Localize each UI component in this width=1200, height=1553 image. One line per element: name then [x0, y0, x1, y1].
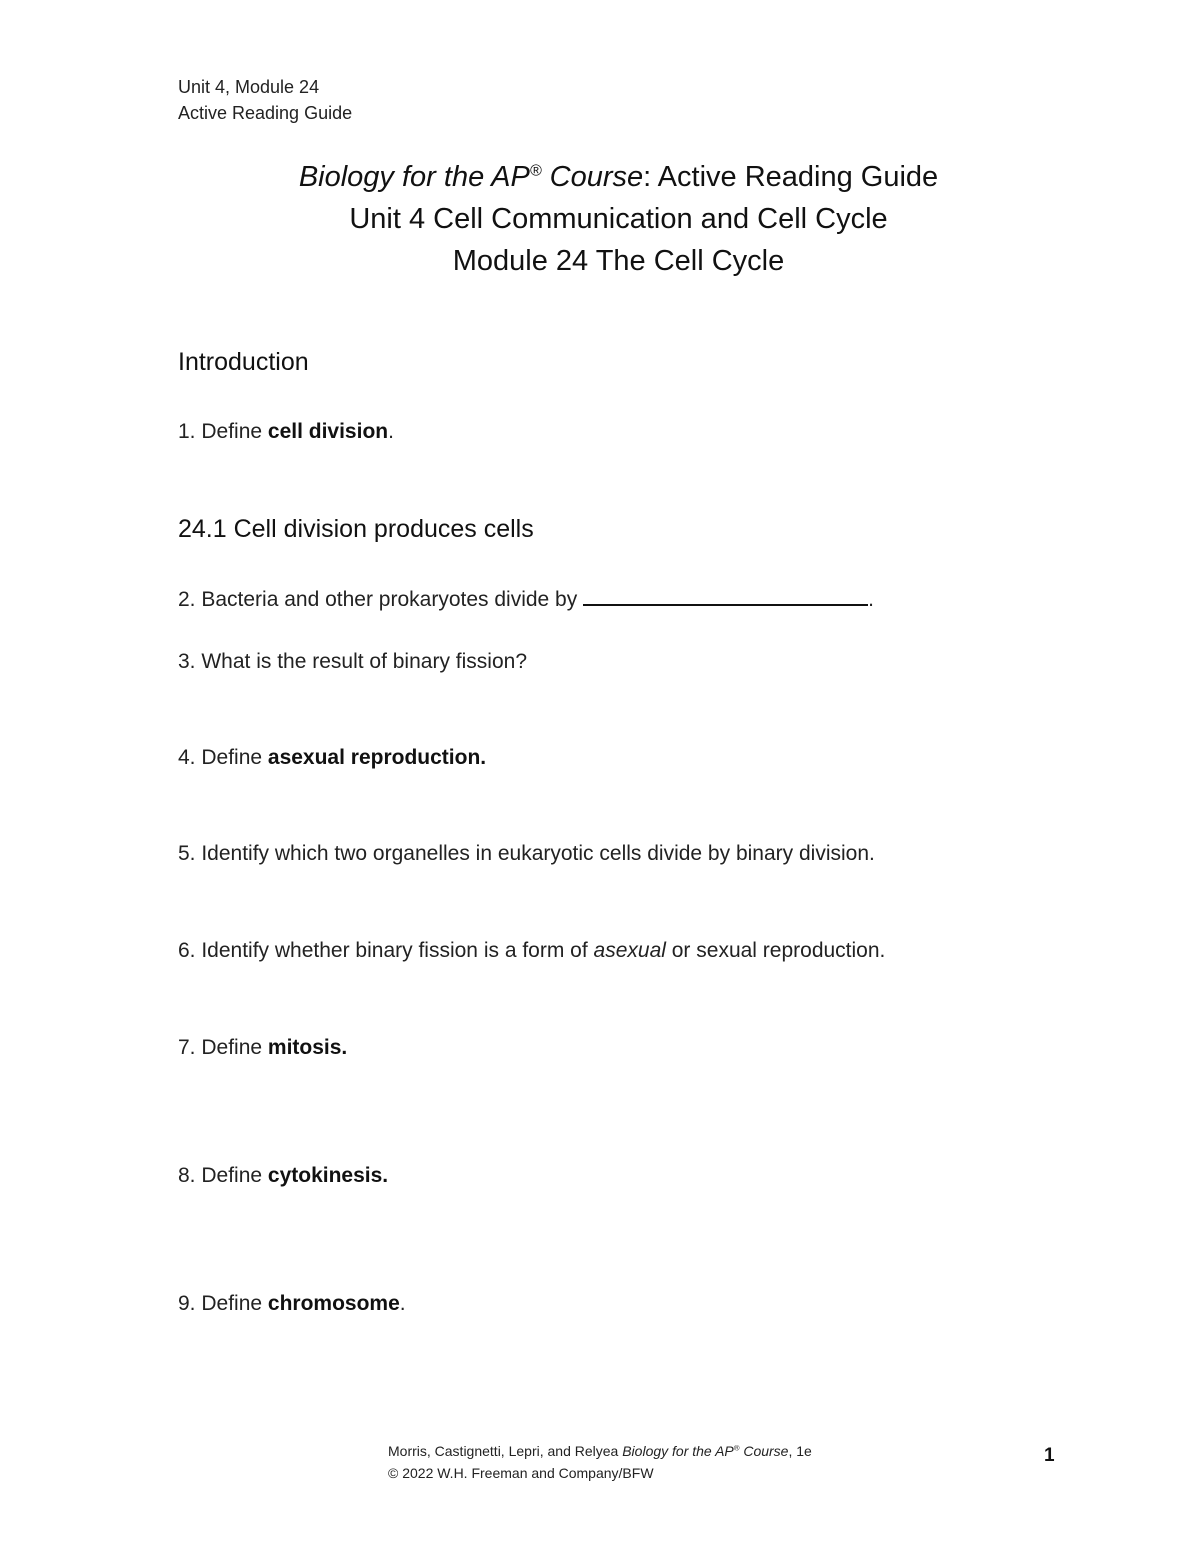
- question-8-prefix: 8. Define: [178, 1164, 268, 1187]
- title-book-name-end: Course: [541, 161, 644, 193]
- question-5: 5. Identify which two organelles in eukaryotic cells divide by binary division.: [178, 842, 875, 865]
- title-book-italic: [299, 161, 643, 193]
- page-number: 1: [1044, 1445, 1055, 1466]
- question-9: [178, 1292, 406, 1316]
- question-6-prefix: 6. Identify whether binary fission is a form of: [178, 939, 594, 962]
- question-6-suffix: or sexual reproduction.: [665, 939, 886, 962]
- question-3: 3. What is the result of binary fission?: [178, 650, 527, 673]
- page-header: [178, 74, 352, 126]
- question-2-text: 2. Bacteria and other prokaryotes divide by: [178, 588, 584, 611]
- footer-copyright: © 2022 W.H. Freeman and Company/BFW: [388, 1465, 654, 1481]
- question-2-suffix: .: [868, 588, 874, 611]
- header-unit-module: Unit 4, Module 24: [178, 77, 320, 97]
- question-1-term: cell division: [267, 420, 389, 443]
- page-footer: [388, 1440, 812, 1484]
- question-8-term: cytokinesis.: [267, 1164, 389, 1187]
- title-line-module: Module 24 The Cell Cycle: [452, 245, 785, 277]
- question-1: [178, 420, 394, 444]
- section-heading-introduction: Introduction: [178, 348, 309, 376]
- footer-authors: Morris, Castignetti, Lepri, and Relyea: [388, 1443, 623, 1459]
- footer-book-name: Biology for the AP: [622, 1443, 734, 1459]
- question-9-prefix: 9. Define: [178, 1292, 268, 1315]
- question-4-term: asexual reproduction.: [267, 746, 487, 769]
- document-title: [0, 156, 1200, 282]
- question-9-term: chromosome: [267, 1292, 400, 1315]
- title-registered-mark: ®: [529, 162, 542, 180]
- footer-book-italic: [622, 1443, 788, 1459]
- question-8: [178, 1164, 388, 1188]
- question-4-prefix: 4. Define: [178, 746, 268, 769]
- header-guide-label: Active Reading Guide: [178, 103, 353, 123]
- footer-book-name-end: Course: [739, 1443, 789, 1459]
- title-suffix: : Active Reading Guide: [643, 161, 939, 193]
- title-book-name: Biology for the AP: [298, 161, 530, 193]
- title-line-book: [0, 156, 1200, 198]
- footer-edition: , 1e: [788, 1443, 812, 1459]
- question-1-prefix: 1. Define: [178, 420, 268, 443]
- footer-citation: [388, 1440, 812, 1462]
- question-1-suffix: .: [388, 420, 394, 443]
- question-6: [178, 939, 885, 963]
- question-7: [178, 1036, 347, 1060]
- title-line-unit: Unit 4 Cell Communication and Cell Cycle: [349, 203, 888, 235]
- question-9-suffix: .: [399, 1292, 406, 1315]
- section-heading-24-1: 24.1 Cell division produces cells: [178, 515, 534, 543]
- footer-registered-mark: ®: [733, 1443, 740, 1453]
- question-2-blank[interactable]: [583, 586, 868, 606]
- question-7-prefix: 7. Define: [178, 1036, 268, 1059]
- question-2: [178, 586, 874, 612]
- question-7-term: mitosis.: [267, 1036, 348, 1059]
- question-4: [178, 746, 486, 770]
- question-6-italic-term: asexual: [593, 939, 666, 962]
